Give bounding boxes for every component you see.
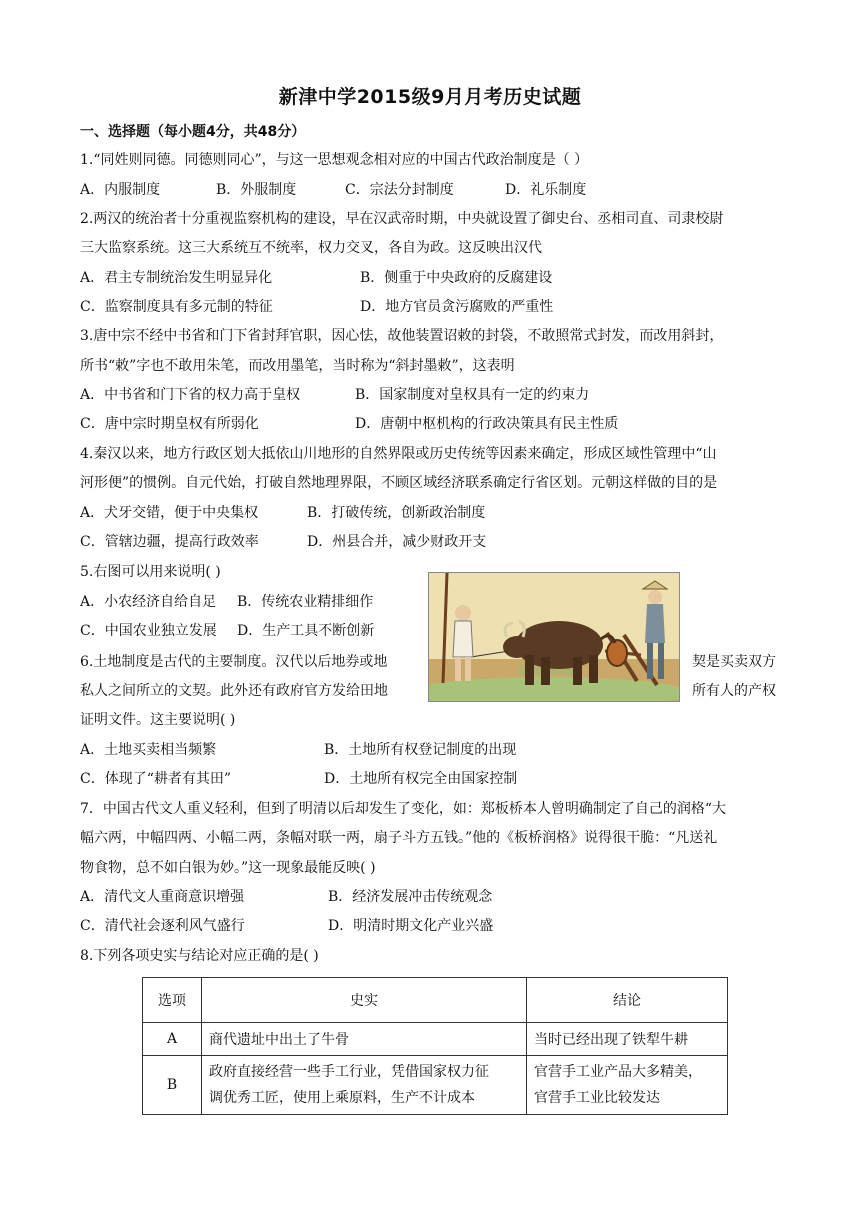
q7-stem-line-2: 幅六两，中幅四两、小幅二两，条幅对联一两，扇子斗方五钱。”他的《板桥润格》说得很干脆：“凡送礼 (80, 830, 718, 846)
q6-stem-line-2: 私人之间所立的文契。此外还有政府官方发给田地 (80, 683, 388, 699)
q2-option-a: A．君主专制统治发生明显异化 (80, 270, 273, 286)
table-cell-conclusion-line: 官营手工业产品大多精美， (534, 1064, 702, 1080)
q2-stem-line-2: 三大监察系统。这三大系统互不统率，权力交叉，各自为政。这反映出汉代 (80, 240, 542, 256)
table-cell-option: B (143, 1056, 202, 1115)
q7-option-a: A．清代文人重商意识增强 (80, 889, 245, 905)
q5-option-a: A．小农经济自给自足 (80, 594, 217, 610)
q6-option-d: D．土地所有权完全由国家控制 (324, 771, 518, 787)
table-cell-fact: 商代遗址中出土了牛骨 (202, 1023, 527, 1056)
table-header-fact: 史实 (202, 978, 527, 1023)
q7-option-d: D．明清时期文化产业兴盛 (328, 918, 494, 934)
q3-stem-line-1: 3.唐中宗不经中书省和门下省封拜官职，因心怯，故他装置诏敕的封袋，不敢照常式封发，而改用斜封， (80, 328, 724, 344)
table-cell-conclusion: 当时已经出现了铁犁牛耕 (527, 1023, 728, 1056)
q6-option-a: A．土地买卖相当频繁 (80, 742, 217, 758)
q1-option-c: C．宗法分封制度 (345, 182, 454, 198)
q3-option-a: A．中书省和门下省的权力高于皇权 (80, 387, 301, 403)
q4-stem-line-1: 4.秦汉以来，地方行政区划大抵依山川地形的自然界限或历史传统等因素来确定，形成区域性管理中“山 (80, 446, 717, 462)
q2-stem-line-1: 2.两汉的统治者十分重视监察机构的建设，早在汉武帝时期，中央就设置了御史台、丞相司直、司隶校尉 (80, 211, 724, 227)
q1-option-a: A．内服制度 (80, 182, 161, 198)
q6-option-b: B．土地所有权登记制度的出现 (324, 742, 517, 758)
q7-stem-line-3: 物食物，总不如白银为妙。”这一现象最能反映( ) (80, 860, 376, 876)
q3-option-d: D．唐朝中枢机构的行政决策具有民主性质 (355, 416, 619, 432)
table-header-option: 选项 (143, 978, 202, 1023)
q3-option-c: C．唐中宗时期皇权有所弱化 (80, 416, 259, 432)
q5-stem: 5.右图可以用来说明( ) (80, 564, 221, 580)
q1-option-d: D．礼乐制度 (505, 182, 587, 198)
table-cell-conclusion (527, 1056, 728, 1115)
q4-option-a: A．犬牙交错，便于中央集权 (80, 505, 259, 521)
q6-stem-line-3: 证明文件。这主要说明( ) (80, 712, 236, 728)
q4-option-c: C．管辖边疆，提高行政效率 (80, 534, 259, 550)
table-cell-conclusion-line: 官营手工业比较发达 (534, 1090, 660, 1106)
table-cell-option: A (143, 1023, 202, 1056)
q2-option-b: B．侧重于中央政府的反腐建设 (360, 270, 553, 286)
q6-stem-line-1: 6.土地制度是古代的主要制度。汉代以后地券或地 (80, 654, 388, 670)
q1-option-b: B．外服制度 (216, 182, 297, 198)
q4-option-b: B．打破传统，创新政治制度 (307, 505, 486, 521)
section-heading: 一、选择题（每小题4分，共48分） (80, 124, 306, 140)
q4-option-d: D．州县合并，减少财政开支 (307, 534, 487, 550)
q7-option-c: C．清代社会逐利风气盛行 (80, 918, 245, 934)
q1-stem: 1.“同姓则同德。同德则同心”，与这一思想观念相对应的中国古代政治制度是（ ） (80, 152, 589, 168)
table-cell-fact-line: 调优秀工匠，使用上乘原料，生产不计成本 (209, 1090, 475, 1106)
table-row (143, 1056, 728, 1115)
q3-stem-line-2: 所书“敕”字也不敢用朱笔，而改用墨笔，当时称为“斜封墨敕”，这表明 (80, 358, 515, 374)
q2-option-c: C．监察制度具有多元制的特征 (80, 299, 273, 315)
table-cell-fact (202, 1056, 527, 1115)
ox-plowing-illustration-icon (428, 572, 680, 702)
table-header-conclusion: 结论 (527, 978, 728, 1023)
q7-option-b: B．经济发展冲击传统观念 (328, 889, 493, 905)
q6-option-c: C．体现了“耕者有其田” (80, 771, 232, 787)
q8-stem: 8.下列各项史实与结论对应正确的是( ) (80, 948, 319, 964)
q4-stem-line-2: 河形便”的惯例。自元代始，打破自然地理界限，不顾区域经济联系确定行省区划。元朝这样做的目的是 (80, 475, 718, 491)
table-header-row (143, 978, 728, 1023)
table-cell-fact-line: 政府直接经营一些手工行业，凭借国家权力征 (209, 1064, 489, 1080)
q6-stem-line-1-continued: 契是买卖双方 (692, 654, 776, 670)
q5-option-b: B．传统农业精排细作 (237, 594, 374, 610)
q7-stem-line-1: 7．中国古代文人重义轻利，但到了明清以后却发生了变化，如：郑板桥本人曾明确制定了自己的润格“大 (80, 801, 727, 817)
exam-title: 新津中学2015级9月月考历史试题 (278, 86, 582, 108)
q8-table (142, 977, 728, 1115)
q5-option-d: D．生产工具不断创新 (237, 623, 375, 639)
q5-option-c: C．中国农业独立发展 (80, 623, 217, 639)
q3-option-b: B．国家制度对皇权具有一定的约束力 (355, 387, 590, 403)
q2-option-d: D．地方官员贪污腐败的严重性 (360, 299, 554, 315)
q6-stem-line-2-continued: 所有人的产权 (692, 683, 776, 699)
table-row (143, 1023, 728, 1056)
